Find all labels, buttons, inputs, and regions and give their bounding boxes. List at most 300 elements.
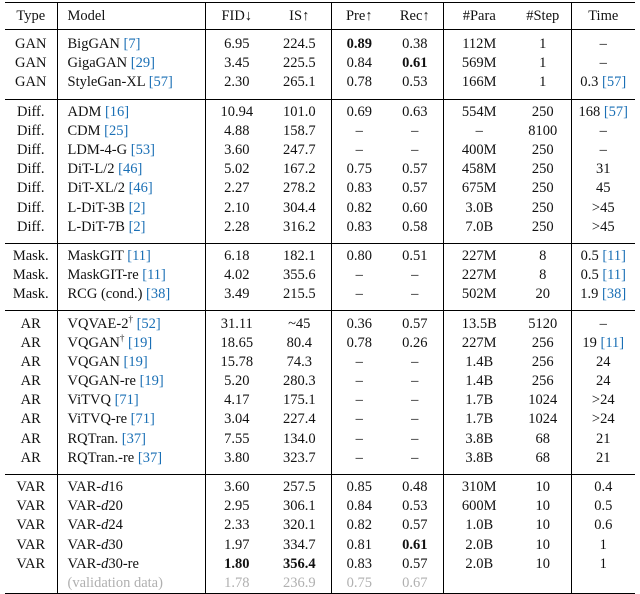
- cell-para: 1.0B: [443, 516, 515, 535]
- cell-rec: –: [411, 353, 419, 370]
- cell-is: 316.2: [282, 218, 316, 235]
- cell-step: 1: [539, 55, 547, 72]
- cell-model: MaskGIT [11]: [57, 247, 205, 266]
- citation-link[interactable]: [38]: [146, 286, 171, 303]
- table-row: [5, 218, 635, 237]
- cell-model: StyleGan-XL [57]: [57, 73, 205, 92]
- table-row: [5, 141, 635, 160]
- cell-time: –: [571, 30, 635, 55]
- cell-pre: 0.83: [331, 218, 387, 237]
- cell-pre: 0.84: [331, 54, 387, 73]
- cell-is: ~45: [288, 315, 311, 332]
- cell-time: –: [571, 141, 635, 160]
- citation-link[interactable]: [16]: [104, 103, 130, 120]
- cell-model: RQTran.-re [37]: [57, 449, 205, 468]
- cell-step: 250: [531, 103, 554, 120]
- cell-pre: 0.83: [331, 555, 387, 574]
- cell-time: 1: [571, 555, 635, 574]
- cell-step: 256: [531, 334, 554, 351]
- cell-step: 250: [531, 142, 554, 159]
- cell-step: 1024: [528, 411, 558, 428]
- cell-type: VAR: [16, 536, 46, 553]
- cell-step: 68: [535, 430, 550, 447]
- cell-is: 215.5: [282, 286, 316, 303]
- cell-time: –: [571, 54, 635, 73]
- citation-link[interactable]: [46]: [118, 161, 143, 178]
- cell-fid: 5.20: [205, 372, 268, 391]
- cell-time: 168 [57]: [571, 103, 635, 122]
- cell-type: VAR: [16, 479, 46, 496]
- cell-pre: 0.83: [331, 179, 387, 198]
- table-row: [5, 478, 635, 497]
- table-row: [5, 54, 635, 73]
- header-step: #Step: [515, 3, 571, 30]
- cell-time: 24: [571, 372, 635, 391]
- cell-step: 256: [531, 353, 554, 370]
- cell-model: VQGAN† [19]: [57, 334, 205, 353]
- cell-type: AR: [20, 449, 41, 466]
- citation-link[interactable]: [11]: [602, 247, 626, 264]
- citation-link[interactable]: [57]: [148, 74, 173, 91]
- cell-model: RQTran. [37]: [57, 430, 205, 449]
- cell-rec: –: [411, 392, 419, 409]
- cell-model: VAR-d24: [57, 516, 205, 535]
- citation-link[interactable]: [57]: [603, 103, 629, 120]
- cell-fid: 10.94: [205, 103, 268, 122]
- cell-is: 225.5: [282, 55, 316, 72]
- cell-step: 10: [535, 517, 550, 534]
- cell-para: 3.0B: [443, 199, 515, 218]
- cell-step: 1: [539, 74, 547, 91]
- cell-step: 68: [535, 449, 550, 466]
- cell-is: 134.0: [282, 430, 316, 447]
- cell-type: VAR: [16, 517, 46, 534]
- cell-fid: 4.88: [205, 122, 268, 141]
- cell-type: VAR: [16, 555, 46, 572]
- cell-is: 334.7: [282, 536, 316, 553]
- cell-rec: 0.38: [402, 36, 428, 53]
- cell-fid: 2.10: [205, 199, 268, 218]
- cell-type: VAR: [16, 498, 46, 515]
- citation-link[interactable]: [19]: [139, 373, 164, 390]
- cell-type: Mask.: [12, 247, 49, 264]
- cell-type: AR: [20, 430, 41, 447]
- cell-rec: 0.48: [402, 479, 428, 496]
- cell-model: MaskGIT-re [11]: [57, 266, 205, 285]
- table-row: [5, 247, 635, 266]
- cell-time: 0.5: [571, 497, 635, 516]
- cell-model: ADM [16]: [57, 103, 205, 122]
- cell-is: 278.2: [282, 180, 316, 197]
- cell-fid: 3.80: [205, 449, 268, 468]
- cell-is: 80.4: [286, 334, 312, 351]
- cell-step: 5120: [528, 315, 558, 332]
- citation-link[interactable]: [2]: [128, 218, 146, 235]
- table-row: [5, 103, 635, 122]
- cell-rec: –: [411, 449, 419, 466]
- cell-time: 21: [571, 430, 635, 449]
- cell-fid: 31.11: [205, 314, 268, 333]
- header-rec: Rec↑: [387, 3, 443, 30]
- citation-link[interactable]: [29]: [130, 55, 155, 72]
- cell-para: 458M: [443, 160, 515, 179]
- cell-para: 400M: [443, 141, 515, 160]
- cell-is: 323.7: [282, 449, 316, 466]
- cell-fid: 4.02: [205, 266, 268, 285]
- cell-pre: –: [331, 391, 387, 410]
- cell-pre: 0.81: [331, 536, 387, 555]
- cell-fid: 15.78: [205, 353, 268, 372]
- cell-fid: 6.95: [205, 30, 268, 55]
- citation-link[interactable]: [11]: [127, 247, 151, 264]
- cell-para: 1.7B: [443, 410, 515, 429]
- cell-para: 7.0B: [443, 218, 515, 237]
- cell-step: 10: [535, 498, 550, 515]
- cell-is: 227.4: [282, 411, 316, 428]
- cell-model: ViTVQ-re [71]: [57, 410, 205, 429]
- cell-step: 250: [531, 199, 554, 216]
- cell-step: 1024: [528, 392, 558, 409]
- cell-is: 182.1: [282, 247, 316, 264]
- cell-model: VAR-d30: [57, 536, 205, 555]
- table-row: [5, 574, 635, 594]
- cell-is: 306.1: [282, 498, 316, 515]
- table-row: [5, 372, 635, 391]
- citation-link[interactable]: [19]: [127, 334, 153, 351]
- cell-pre: 0.89: [331, 30, 387, 55]
- header-time: Time: [571, 3, 635, 30]
- cell-fid: 2.27: [205, 179, 268, 198]
- cell-step: 20: [535, 286, 550, 303]
- cell-model: (validation data): [57, 574, 205, 594]
- cell-type: Diff.: [16, 103, 45, 120]
- cell-model: LDM-4-G [53]: [57, 141, 205, 160]
- cell-step: 250: [531, 218, 554, 235]
- cell-time: 0.3 [57]: [571, 73, 635, 92]
- citation-link[interactable]: [37]: [121, 430, 146, 447]
- cell-pre: –: [331, 266, 387, 285]
- cell-fid: 6.18: [205, 247, 268, 266]
- cell-fid: 2.95: [205, 497, 268, 516]
- table-row: [5, 334, 635, 353]
- cell-is: 224.5: [282, 36, 316, 53]
- cell-para: [443, 574, 515, 594]
- cell-time: 31: [571, 160, 635, 179]
- cell-fid: 2.30: [205, 73, 268, 92]
- table-row: [5, 516, 635, 535]
- cell-rec: 0.57: [402, 555, 428, 572]
- cell-fid: 2.33: [205, 516, 268, 535]
- cell-para: 3.8B: [443, 430, 515, 449]
- table-row: [5, 199, 635, 218]
- cell-type: Diff.: [16, 199, 45, 216]
- citation-link[interactable]: [46]: [128, 180, 153, 197]
- cell-fid: 3.49: [205, 285, 268, 304]
- cell-type: Diff.: [16, 122, 45, 139]
- table-row: [5, 73, 635, 92]
- cell-fid: 4.17: [205, 391, 268, 410]
- cell-model: BigGAN [7]: [57, 30, 205, 55]
- cell-para: 227M: [443, 334, 515, 353]
- cell-time: 1.9 [38]: [571, 285, 635, 304]
- cell-model: VAR-d20: [57, 497, 205, 516]
- cell-para: 600M: [443, 497, 515, 516]
- cell-rec: –: [411, 286, 419, 303]
- cell-rec: –: [411, 411, 419, 428]
- cell-model: DiT-XL/2 [46]: [57, 179, 205, 198]
- cell-time: 21: [571, 449, 635, 468]
- citation-link[interactable]: [71]: [114, 392, 139, 409]
- cell-pre: –: [331, 372, 387, 391]
- header-row: [5, 3, 635, 30]
- table-row: [5, 555, 635, 574]
- cell-model: CDM [25]: [57, 122, 205, 141]
- cell-type: Diff.: [16, 218, 45, 235]
- table-row: [5, 266, 635, 285]
- cell-para: 112M: [443, 30, 515, 55]
- cell-type: Mask.: [12, 286, 49, 303]
- cell-time: 0.4: [571, 478, 635, 497]
- cell-rec: –: [411, 267, 419, 284]
- cell-rec: 0.57: [402, 180, 428, 197]
- cell-pre: –: [331, 122, 387, 141]
- cell-para: 1.7B: [443, 391, 515, 410]
- cell-model: L-DiT-3B [2]: [57, 199, 205, 218]
- cell-fid: 1.97: [205, 536, 268, 555]
- cell-time: 0.5 [11]: [571, 266, 635, 285]
- dagger-mark: †: [119, 332, 125, 343]
- cell-rec: 0.53: [402, 74, 428, 91]
- cell-model: VQGAN [19]: [57, 353, 205, 372]
- citation-link[interactable]: [11]: [602, 267, 626, 284]
- header-is: IS↑: [268, 3, 331, 30]
- cell-model: VQVAE-2† [52]: [57, 314, 205, 333]
- cell-is: 320.1: [282, 517, 316, 534]
- cell-rec: –: [411, 430, 419, 447]
- cell-time: 19 [11]: [571, 334, 635, 353]
- cell-pre: 0.82: [331, 516, 387, 535]
- table-row: [5, 449, 635, 468]
- citation-link[interactable]: [25]: [104, 122, 129, 139]
- cell-model: VQGAN-re [19]: [57, 372, 205, 391]
- cell-para: 554M: [443, 103, 515, 122]
- cell-model: VAR-d16: [57, 478, 205, 497]
- cell-pre: 0.82: [331, 199, 387, 218]
- cell-para: 675M: [443, 179, 515, 198]
- table-row: [5, 536, 635, 555]
- cell-pre: 0.36: [331, 314, 387, 333]
- cell-para: 2.0B: [443, 536, 515, 555]
- cell-type: GAN: [15, 55, 47, 72]
- cell-para: 227M: [443, 266, 515, 285]
- cell-time: –: [571, 314, 635, 333]
- cell-time: 45: [571, 179, 635, 198]
- table-row: [5, 30, 635, 55]
- header-type: Type: [5, 3, 57, 30]
- cell-model: ViTVQ [71]: [57, 391, 205, 410]
- cell-fid: 5.02: [205, 160, 268, 179]
- cell-pre: 0.84: [331, 497, 387, 516]
- cell-fid: 1.78: [205, 574, 268, 594]
- cell-para: –: [443, 122, 515, 141]
- cell-rec: 0.61: [402, 536, 428, 553]
- cell-rec: –: [411, 122, 419, 139]
- cell-rec: 0.60: [402, 199, 428, 216]
- cell-time: –: [571, 122, 635, 141]
- cell-type: GAN: [15, 74, 47, 91]
- header-pre: Pre↑: [331, 3, 387, 30]
- header-fid: FID↓: [205, 3, 268, 30]
- cell-step: 8100: [528, 122, 558, 139]
- cell-pre: 0.85: [331, 478, 387, 497]
- cell-model: DiT-L/2 [46]: [57, 160, 205, 179]
- cell-is: 355.6: [282, 267, 316, 284]
- cell-is: 247.7: [282, 142, 316, 159]
- cell-is: 101.0: [282, 103, 316, 120]
- results-table: [5, 2, 635, 594]
- cell-type: AR: [20, 373, 41, 390]
- cell-para: 1.4B: [443, 372, 515, 391]
- cell-is: 175.1: [282, 392, 316, 409]
- table-row: [5, 179, 635, 198]
- cell-rec: 0.67: [387, 574, 443, 594]
- cell-step: 8: [539, 267, 547, 284]
- cell-rec: –: [411, 142, 419, 159]
- table-row: [5, 122, 635, 141]
- cell-rec: 0.57: [402, 161, 428, 178]
- cell-type: [5, 574, 57, 594]
- cell-pre: 0.78: [331, 334, 387, 353]
- cell-para: 310M: [443, 478, 515, 497]
- table-row: [5, 353, 635, 372]
- cell-time: 24: [571, 353, 635, 372]
- cell-fid: 3.60: [205, 478, 268, 497]
- cell-time: 0.6: [571, 516, 635, 535]
- cell-type: GAN: [15, 36, 47, 53]
- citation-link[interactable]: [57]: [602, 74, 627, 91]
- header-model: Model: [57, 3, 205, 30]
- cell-para: 2.0B: [443, 555, 515, 574]
- table-row: [5, 497, 635, 516]
- cell-step: 250: [531, 161, 554, 178]
- cell-fid: 3.60: [205, 141, 268, 160]
- cell-is: 236.9: [268, 574, 331, 594]
- cell-model: GigaGAN [29]: [57, 54, 205, 73]
- cell-para: 13.5B: [443, 314, 515, 333]
- table-row: [5, 160, 635, 179]
- citation-link[interactable]: [38]: [602, 286, 627, 303]
- cell-step: 10: [535, 536, 550, 553]
- cell-rec: 0.63: [402, 103, 428, 120]
- cell-step: 10: [535, 555, 550, 572]
- cell-rec: 0.58: [402, 218, 428, 235]
- cell-type: AR: [20, 392, 41, 409]
- cell-fid: 3.04: [205, 410, 268, 429]
- citation-link[interactable]: [71]: [130, 411, 155, 428]
- cell-para: 227M: [443, 247, 515, 266]
- cell-pre: –: [331, 353, 387, 372]
- cell-pre: –: [331, 430, 387, 449]
- cell-model: RCG (cond.) [38]: [57, 285, 205, 304]
- cell-fid: 7.55: [205, 430, 268, 449]
- cell-fid: 3.45: [205, 54, 268, 73]
- cell-type: AR: [20, 334, 41, 351]
- cell-fid: 1.80: [205, 555, 268, 574]
- citation-link[interactable]: [53]: [130, 142, 155, 159]
- cell-step: [515, 574, 571, 594]
- cell-step: 8: [539, 247, 547, 264]
- cell-pre: –: [331, 449, 387, 468]
- citation-link[interactable]: [19]: [123, 353, 148, 370]
- cell-rec: –: [411, 373, 419, 390]
- cell-para: 1.4B: [443, 353, 515, 372]
- cell-type: Diff.: [16, 142, 45, 159]
- cell-is: 280.3: [282, 373, 316, 390]
- dagger-mark: †: [128, 313, 133, 324]
- table-row: [5, 391, 635, 410]
- cell-pre: –: [331, 410, 387, 429]
- cell-is: 356.4: [282, 555, 316, 572]
- cell-step: 256: [531, 373, 554, 390]
- cell-step: 250: [531, 180, 554, 197]
- cell-is: 74.3: [286, 353, 312, 370]
- table-row: [5, 410, 635, 429]
- cell-step: 10: [535, 479, 550, 496]
- cell-time: >45: [571, 218, 635, 237]
- cell-fid: 2.28: [205, 218, 268, 237]
- cell-time: 0.5 [11]: [571, 247, 635, 266]
- cell-pre: 0.69: [331, 103, 387, 122]
- cell-para: 502M: [443, 285, 515, 304]
- cell-para: 166M: [443, 73, 515, 92]
- table-row: [5, 430, 635, 449]
- cell-pre: 0.78: [331, 73, 387, 92]
- cell-rec: 0.53: [402, 498, 428, 515]
- citation-link[interactable]: [7]: [123, 36, 141, 53]
- cell-fid: 18.65: [205, 334, 268, 353]
- cell-pre: –: [331, 141, 387, 160]
- citation-link[interactable]: [37]: [137, 449, 163, 466]
- cell-type: Diff.: [16, 180, 45, 197]
- header-para: #Para: [443, 3, 515, 30]
- cell-rec: 0.26: [402, 334, 428, 351]
- cell-model: L-DiT-7B [2]: [57, 218, 205, 237]
- citation-link[interactable]: [52]: [136, 315, 161, 332]
- citation-link[interactable]: [2]: [128, 199, 146, 216]
- cell-time: 1: [571, 536, 635, 555]
- cell-model: VAR-d30-re: [57, 555, 205, 574]
- cell-time: [571, 574, 635, 594]
- citation-link[interactable]: [11]: [600, 334, 625, 351]
- cell-para: 569M: [443, 54, 515, 73]
- cell-type: AR: [20, 353, 41, 370]
- cell-time: >24: [571, 391, 635, 410]
- cell-is: 257.5: [282, 479, 316, 496]
- citation-link[interactable]: [11]: [142, 267, 166, 284]
- cell-pre: 0.80: [331, 247, 387, 266]
- cell-time: >45: [571, 199, 635, 218]
- table-row: [5, 285, 635, 304]
- cell-rec: 0.57: [402, 315, 428, 332]
- cell-rec: 0.51: [402, 247, 428, 264]
- cell-is: 265.1: [282, 74, 316, 91]
- cell-time: >24: [571, 410, 635, 429]
- cell-is: 167.2: [282, 161, 316, 178]
- cell-is: 304.4: [282, 199, 316, 216]
- cell-type: Diff.: [16, 161, 45, 178]
- cell-para: 3.8B: [443, 449, 515, 468]
- cell-pre: –: [331, 285, 387, 304]
